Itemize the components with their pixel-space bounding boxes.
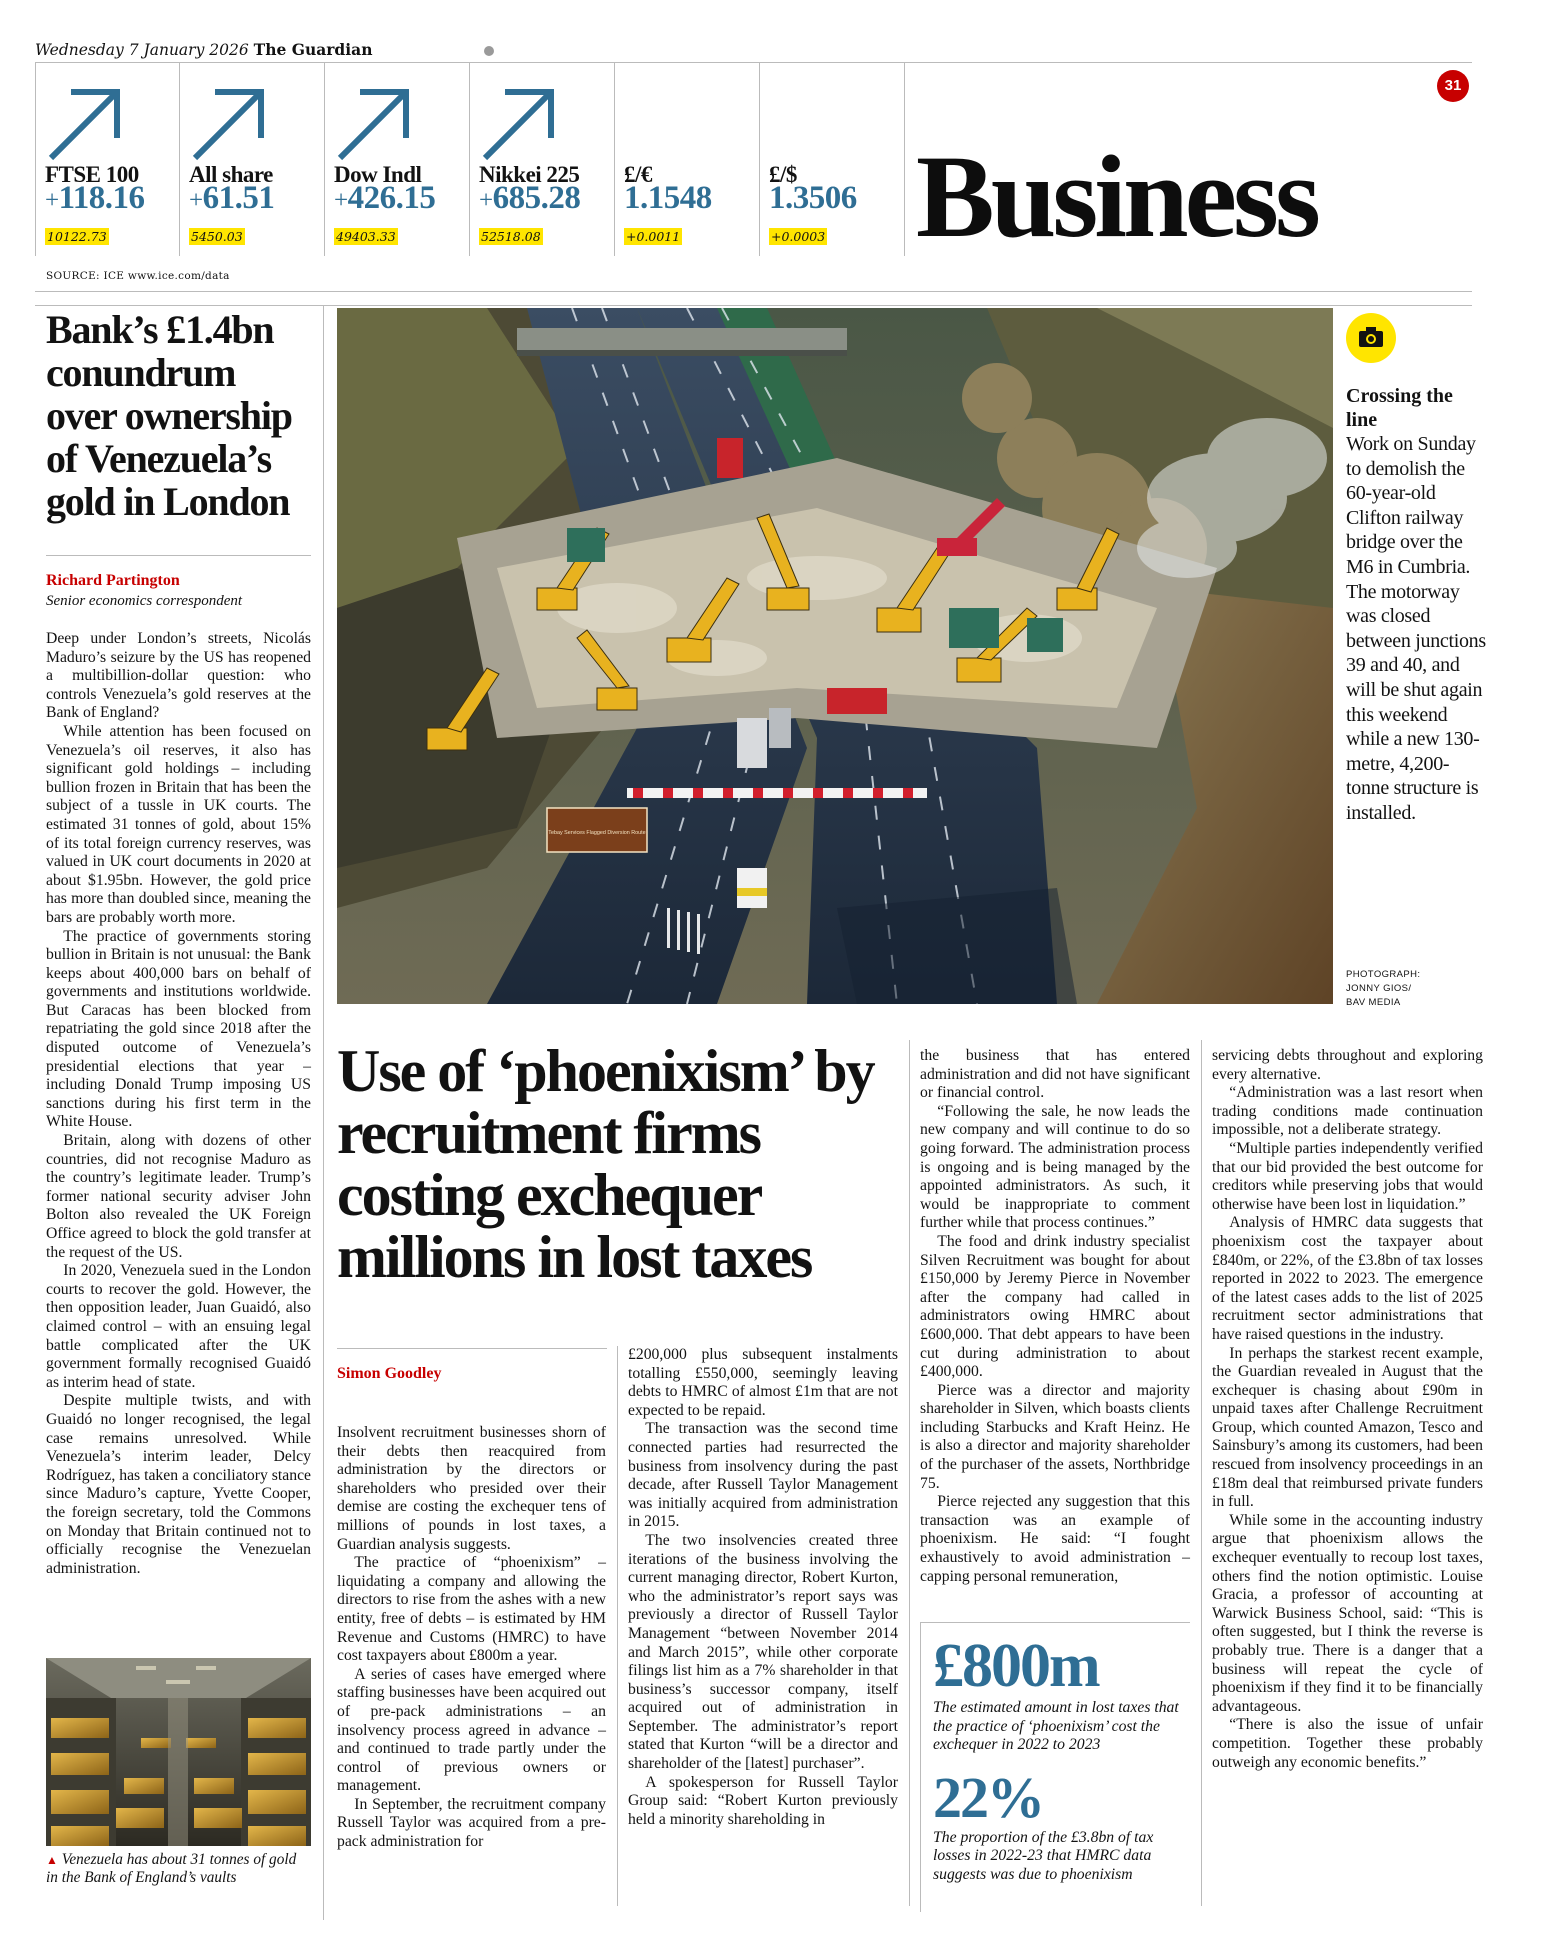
story1-body xyxy=(46,630,311,1578)
fact1-value: £800m xyxy=(933,1632,1099,1700)
market-label: £/€ xyxy=(624,162,652,187)
paragraph: The practice of “phoenixism” – liquidating a company and allowing the directors to rise from the ashes with a new entity, free of debts – is estimated by HM Revenue and Customs (HMRC) to have cost taxpayers about £800m a year. xyxy=(337,1554,606,1665)
up-arrow-icon xyxy=(189,82,271,164)
binder-hole xyxy=(484,46,494,56)
story2-author: Simon Goodley xyxy=(337,1365,442,1382)
paragraph: Pierce rejected any suggestion that this transaction was an example of phoenixism. He said: “I fought exhaustively to avoid administration – capping personal remuneration, xyxy=(920,1493,1190,1585)
market-level: 49403.33 xyxy=(336,229,396,244)
market-level: +0.0003 xyxy=(771,229,826,244)
market-level: +0.0011 xyxy=(626,229,681,244)
paragraph: A series of cases have emerged where staffing businesses have been acquired out of pre-pack administrations – an insolvency process agreed in advance – and continued to trade partly under the control of previous owners or management. xyxy=(337,1665,606,1795)
market-label: All share xyxy=(189,162,273,187)
story2-column-2 xyxy=(628,1346,898,1829)
credit-name: JONNY GIOS/ xyxy=(1346,983,1412,994)
market-change: +61.51 xyxy=(189,180,275,216)
paragraph: While attention has been focused on Venezuela’s oil reserves, it also has significant gold holdings – including bullion frozen in Britain that has been the subject of a tussle in UK courts. The estimated 31 tonnes of gold, about 15% of its total foreign currency reserves, was valued in UK court documents in 2020 at about $1.95bn. However, the gold price has more than doubled since, meaning the bars are probably worth more. xyxy=(46,722,311,926)
paragraph: £200,000 plus subsequent instalments totalling £550,000, seemingly leaving debts to HMRC of almost £1m that are not expected to be repaid. xyxy=(628,1346,898,1419)
page-number-badge: 31 xyxy=(1437,70,1469,102)
camera-icon xyxy=(1346,313,1396,363)
market-data-strip xyxy=(35,62,905,256)
section-title: Business xyxy=(916,131,1317,262)
up-arrow-icon xyxy=(45,82,127,164)
dateline xyxy=(35,40,372,59)
photo-caption-body: Work on Sunday to demolish the 60-year-old Clifton railway bridge over the M6 in Cumbria. The motorway was closed between junctions 39 and 40, and will be shut again this weekend while a new 130-metre, 4,200-tonne structure is installed. xyxy=(1346,433,1486,824)
market-nikkei xyxy=(470,62,615,256)
up-arrow-icon xyxy=(334,82,416,164)
market-change: +685.28 xyxy=(479,180,581,216)
paragraph: Deep under London’s streets, Nicolás Maduro’s seizure by the US has reopened a multibillion-dollar question: who controls Venezuela’s gold reserves at the Bank of England? xyxy=(46,630,311,722)
story2-column-4 xyxy=(1212,1047,1483,1772)
rule xyxy=(35,305,1472,306)
paragraph: “Multiple parties independently verified that our bid provided the best outcome for creditors while preserving jobs that would otherwise have been lost in liquidation.” xyxy=(1212,1139,1483,1213)
paragraph: In perhaps the starkest recent example, the Guardian revealed in August that the exchequer is chasing about £90m in unpaid taxes after Challenge Recruitment Group, which counted Amazon, Tesco and Sainsbury’s among its customers, had been rescued from insolvency proceedings in an £18m deal that reimbursed private funders in full. xyxy=(1212,1344,1483,1511)
paragraph: Despite multiple twists, and with Guaidó no longer recognised, the legal case remains unresolved. While Venezuela’s interim leader, Delcy Rodríguez, has taken a conciliatory stance since Maduro’s capture, Yvette Cooper, the foreign secretary, told the Commons on Monday that Britain continued not to officially recognise the Venezuelan administration. xyxy=(46,1392,311,1577)
market-gbp-eur xyxy=(615,62,760,256)
market-gbp-usd xyxy=(760,62,905,256)
fact2-value: 22% xyxy=(933,1764,1043,1830)
rule xyxy=(46,555,311,556)
date: Wednesday 7 January 2026 xyxy=(35,41,249,59)
paragraph: The two insolvencies created three iterations of the business involving the current managing director, Robert Kurton, who the administrator’s report says was previously a director of Russell Taylor Management “between November 2014 and March 2015”, while other corporate filings list him as a 7% shareholder in that business’s successor company, itself acquired out of administration in September. The administrator’s report stated that Kurton “will be a director and shareholder of the [latest] purchaser”. xyxy=(628,1531,898,1773)
market-level: 52518.08 xyxy=(481,229,541,244)
gold-vault-photo xyxy=(46,1658,311,1846)
paragraph: In September, the recruitment company Russell Taylor was acquired from a pre-pack administration for xyxy=(337,1795,606,1851)
up-arrow-icon xyxy=(479,82,561,164)
motorway-bridge-photo xyxy=(337,308,1333,1004)
market-allshare xyxy=(180,62,325,256)
market-source: SOURCE: ICE www.ice.com/data xyxy=(46,270,230,282)
market-ftse100 xyxy=(35,62,180,256)
column-rule xyxy=(617,1346,618,1906)
market-label: FTSE 100 xyxy=(45,162,139,187)
rule xyxy=(337,1348,607,1349)
credit-agency: BAV MEDIA xyxy=(1346,997,1401,1008)
fact-box xyxy=(920,1622,1190,1912)
paragraph: servicing debts throughout and exploring every alternative. xyxy=(1212,1047,1483,1083)
paragraph: The practice of governments storing bullion in Britain is not unusual: the Bank keeps about 400,000 bars on behalf of governments and institutions worldwide. But Caracas has been blocked from repatriating the gold since 2018 after the disputed outcome of Venezuela’s presidential elections that year – including Donald Trump imposing US sanctions during his first term in the White House. xyxy=(46,927,311,1131)
column-rule xyxy=(1201,1040,1202,1906)
photo-caption-title: Crossing the line xyxy=(1346,385,1453,431)
story2-column-1 xyxy=(337,1424,606,1852)
market-level: 10122.73 xyxy=(47,229,107,244)
triangle-up-icon: ▲ xyxy=(46,1853,58,1867)
author-role: Senior economics correspondent xyxy=(46,593,243,609)
market-dow xyxy=(325,62,470,256)
paragraph: Pierce was a director and majority shareholder in Silven, which boasts clients including Starbucks and Kraft Heinz. He is also a director and majority shareholder of the purchaser of the assets, Northbridge 75. xyxy=(920,1381,1190,1492)
diversion-sign xyxy=(547,808,647,852)
market-change: +426.15 xyxy=(334,180,436,216)
paragraph: In 2020, Venezuela sued in the London courts to recover the gold. However, the then opposition leader, Juan Guaidó, also claimed control – with an ensuing legal battle complicated after the UK government formally recognised Guaidó as interim head of state. xyxy=(46,1262,311,1391)
story2-column-3 xyxy=(920,1047,1190,1586)
credit-label: PHOTOGRAPH: xyxy=(1346,969,1421,980)
story2-headline: Use of ‘phoenixism’ by recruitment firms costing exchequer millions in lost taxes xyxy=(337,1038,874,1290)
market-label: Nikkei 225 xyxy=(479,162,580,187)
market-label: Dow Indl xyxy=(334,162,422,187)
story1-headline-block xyxy=(46,308,311,523)
paper-name: The Guardian xyxy=(253,40,373,59)
market-level: 5450.03 xyxy=(191,229,243,244)
paragraph: “Administration was a last resort when trading conditions made continuation impossible, not a deliberate strategy. xyxy=(1212,1084,1483,1139)
fact1-text: The estimated amount in lost taxes that the practice of ‘phoenixism’ cost the exchequer in 2022 to 2023 xyxy=(933,1699,1179,1754)
column-rule xyxy=(909,1040,910,1906)
rule xyxy=(35,291,1472,292)
paragraph: Insolvent recruitment businesses shorn of their debts then reacquired from administration by the directors or shareholders who presided over their demise are costing the exchequer tens of millions of pounds in lost taxes, a Guardian analysis suggests. xyxy=(337,1424,606,1553)
diversion-sign-text: Tebay Services Flagged Diversion Route xyxy=(548,830,646,836)
paragraph: The food and drink industry specialist Silven Recruitment was bought for about £150,000 by Jeremy Pierce in November after the company had called in administrators owing HMRC about £600,000. That debt appears to have been cut during administration to about £400,000. xyxy=(920,1232,1190,1381)
paragraph: A spokesperson for Russell Taylor Group said: “Robert Kurton previously held a minority shareholding in xyxy=(628,1773,898,1828)
vault-caption xyxy=(46,1851,311,1887)
paragraph: “Following the sale, he now leads the new company and will continue to do so going forward. The administration process is ongoing and is being managed by the appointed administrators. As such, it would be inappropriate to comment further while that process continues.” xyxy=(920,1102,1190,1232)
market-change: +118.16 xyxy=(45,180,145,216)
market-label: £/$ xyxy=(769,162,797,187)
paragraph: Analysis of HMRC data suggests that phoenixism cost the taxpayer about £840m, or 22%, of the £3.8bn of tax losses reported in 2022 to 2023. The emergence of the latest cases adds to the list of 2025 recruitment sector administrations that have raised questions in the industry. xyxy=(1212,1214,1483,1343)
author-name: Richard Partington xyxy=(46,572,180,589)
market-change: 1.1548 xyxy=(624,180,712,216)
column-rule xyxy=(323,305,324,1920)
fact2-text: The proportion of the £3.8bn of tax losses in 2022-23 that HMRC data suggests was due to phoenixism xyxy=(933,1828,1154,1883)
paragraph: “There is also the issue of unfair competition. Together these probably outweigh any economic benefits.” xyxy=(1212,1716,1483,1771)
paragraph: The transaction was the second time connected parties had resurrected the business from insolvency during the past decade, after Russell Taylor Management was initially acquired from administration in 2015. xyxy=(628,1420,898,1531)
paragraph: the business that has entered administration and did not have significant or financial control. xyxy=(920,1047,1190,1102)
paragraph: While some in the accounting industry argue that phoenixism allows the exchequer eventually to recoup lost taxes, others find the notion optimistic. Louise Gracia, a professor of accounting at Warwick Business School, said: “This is often suggested, but I think the reverse is probably true. There is a danger that a business will repeat the cycle of phoenixism if they find it to be financially advantageous. xyxy=(1212,1511,1483,1715)
story1-byline xyxy=(46,572,311,610)
photo-credit xyxy=(1346,968,1486,1010)
paragraph: Britain, along with dozens of other countries, did not recognise Maduro as the country’s legitimate leader. Trump’s former national security adviser John Bolton also revealed the UK Foreign Office agreed to block the gold transfer at the request of the US. xyxy=(46,1132,311,1261)
market-change: 1.3506 xyxy=(769,180,857,216)
caption-text: Venezuela has about 31 tonnes of gold in the Bank of England’s vaults xyxy=(46,1851,297,1886)
story1-headline: Bank’s £1.4bn conundrum over ownership of Venezuela’s gold in London xyxy=(46,307,292,524)
